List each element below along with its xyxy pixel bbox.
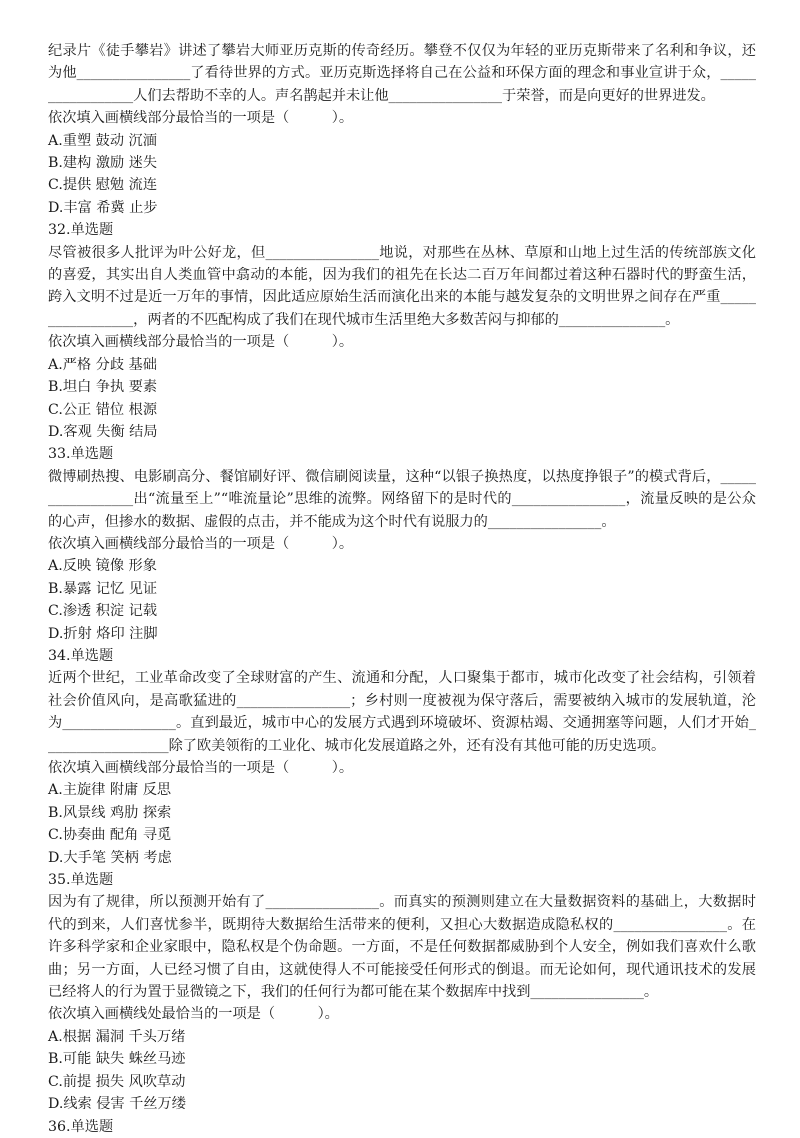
question-block (48, 443, 756, 645)
question-header: 34.单选题 (48, 647, 114, 664)
option-a[interactable]: A.根据 漏洞 千头万绪 (48, 1028, 186, 1045)
option-d[interactable]: D.折射 烙印 注脚 (48, 625, 158, 642)
question-stem: 依次填入画横线部分最恰当的一项是（ ）。 (48, 334, 354, 351)
question-passage: 尽管被很多人批评为叶公好龙，但________________地说，对那些在丛林、草原和山地上过生活的传统部族文化的喜爱，其实出自人类血管中翕动的本能，因为我们的祖先在长达二百万年间都过着这种石器时代的野蛮生活，跨入文明不过是近一万年的事情，因此适应原始生活而演化出来的本能与越发复杂的文明世界之间存在严重_________________，两者的不匹配构成了我们在现代城市生活里绝大多数苦闷与抑郁的_______________。 (48, 244, 756, 328)
question-header: 32.单选题 (48, 222, 114, 239)
question-passage: 因为有了规律，所以预测开始有了________________。而真实的预测则建立在大量数据资料的基础上，大数据时代的到来，人们喜忧参半，既期待大数据给生活带来的便利，又担心大数据造成隐私权的________________。在许多科学家和企业家眼中，隐私权是个伪命题。一方面，不是任何数据都威胁到个人安全，例如我们喜欢什么歌曲；另一方面，人已经习惯了自由，这就使得人不可能接受任何形式的倒退。而无论如何，现代通讯技术的发展已经将人的行为置于显微镜之下，我们的任何行为都可能在某个数据库中找到________________。 (48, 894, 756, 1001)
question-stem: 依次填入画横线处最恰当的一项是（ ）。 (48, 1006, 339, 1023)
option-a[interactable]: A.重塑 鼓动 沉湎 (48, 132, 157, 149)
option-a[interactable]: A.主旋律 附庸 反思 (48, 782, 172, 799)
question-header: 33.单选题 (48, 446, 114, 463)
option-c[interactable]: C.提供 慰勉 流连 (48, 177, 158, 194)
question-passage: 微博刷热搜、电影刷高分、餐馆刷好评、微信刷阅读量，这种“以银子换热度，以热度挣银子”的模式背后，_________________出“流量至上”“唯流量论”思维的流弊。网络留下的是时代的________________，流量反映的是公众的心声，但掺水的数据、虚假的点击，并不能成为这个时代有说服力的________________。 (48, 468, 756, 530)
option-c[interactable]: C.公正 错位 根源 (48, 401, 158, 418)
option-a[interactable]: A.反映 镜像 形象 (48, 558, 157, 575)
option-d[interactable]: D.线索 侵害 千丝万缕 (48, 1096, 186, 1113)
option-b[interactable]: B.风景线 鸡肋 探索 (48, 804, 172, 821)
question-block (48, 869, 756, 1115)
question-stem: 依次填入画横线部分最恰当的一项是（ ）。 (48, 535, 354, 552)
option-d[interactable]: D.丰富 希冀 止步 (48, 199, 158, 216)
option-b[interactable]: B.可能 缺失 蛛丝马迹 (48, 1051, 186, 1068)
option-d[interactable]: D.客观 失衡 结局 (48, 423, 158, 440)
option-c[interactable]: C.渗透 积淀 记载 (48, 603, 158, 620)
question-header: 35.单选题 (48, 872, 114, 889)
question-passage: 纪录片《徒手攀岩》讲述了攀岩大师亚历克斯的传奇经历。攀登不仅仅为年轻的亚历克斯带来了名利和争议，还为他________________了看待世界的方式。亚历克斯选择将自己在公益和环保方面的理念和事业宣讲于众，_________________人们去帮助不幸的人。声名鹊起并未让他________________于荣誉，而是向更好的世界进发。 (48, 43, 756, 104)
question-header: 36.单选题 (48, 1118, 114, 1135)
option-b[interactable]: B.坦白 争执 要素 (48, 379, 158, 396)
option-c[interactable]: C.协奏曲 配角 寻觅 (48, 827, 172, 844)
question-block (48, 219, 756, 443)
question-block (48, 40, 756, 219)
question-block (48, 645, 756, 869)
option-b[interactable]: B.暴露 记忆 见证 (48, 580, 158, 597)
option-a[interactable]: A.严格 分歧 基础 (48, 356, 157, 373)
question-list (48, 40, 756, 1138)
question-stem: 依次填入画横线部分最恰当的一项是（ ）。 (48, 760, 354, 776)
option-b[interactable]: B.建构 激励 迷失 (48, 155, 158, 172)
option-c[interactable]: C.前提 损失 风吹草动 (48, 1073, 186, 1090)
option-d[interactable]: D.大手笔 笑柄 考虑 (48, 849, 172, 866)
question-stem: 依次填入画横线部分最恰当的一项是（ ）。 (48, 110, 354, 127)
question-passage: 近两个世纪，工业革命改变了全球财富的产生、流通和分配，人口聚集于都市，城市化改变了社会结构，引领着社会价值风向，是高歌猛进的________________；乡村则一度被视为保守落后，需要被纳入城市的发展轨道，沦为________________。直到最近，城市中心的发展方式遇到环境破坏、资源枯竭、交通拥塞等问题，人们才开始__________________除了欧美领衔的工业化、城市化发展道路之外，还有没有其他可能的历史选项。 (48, 670, 756, 754)
